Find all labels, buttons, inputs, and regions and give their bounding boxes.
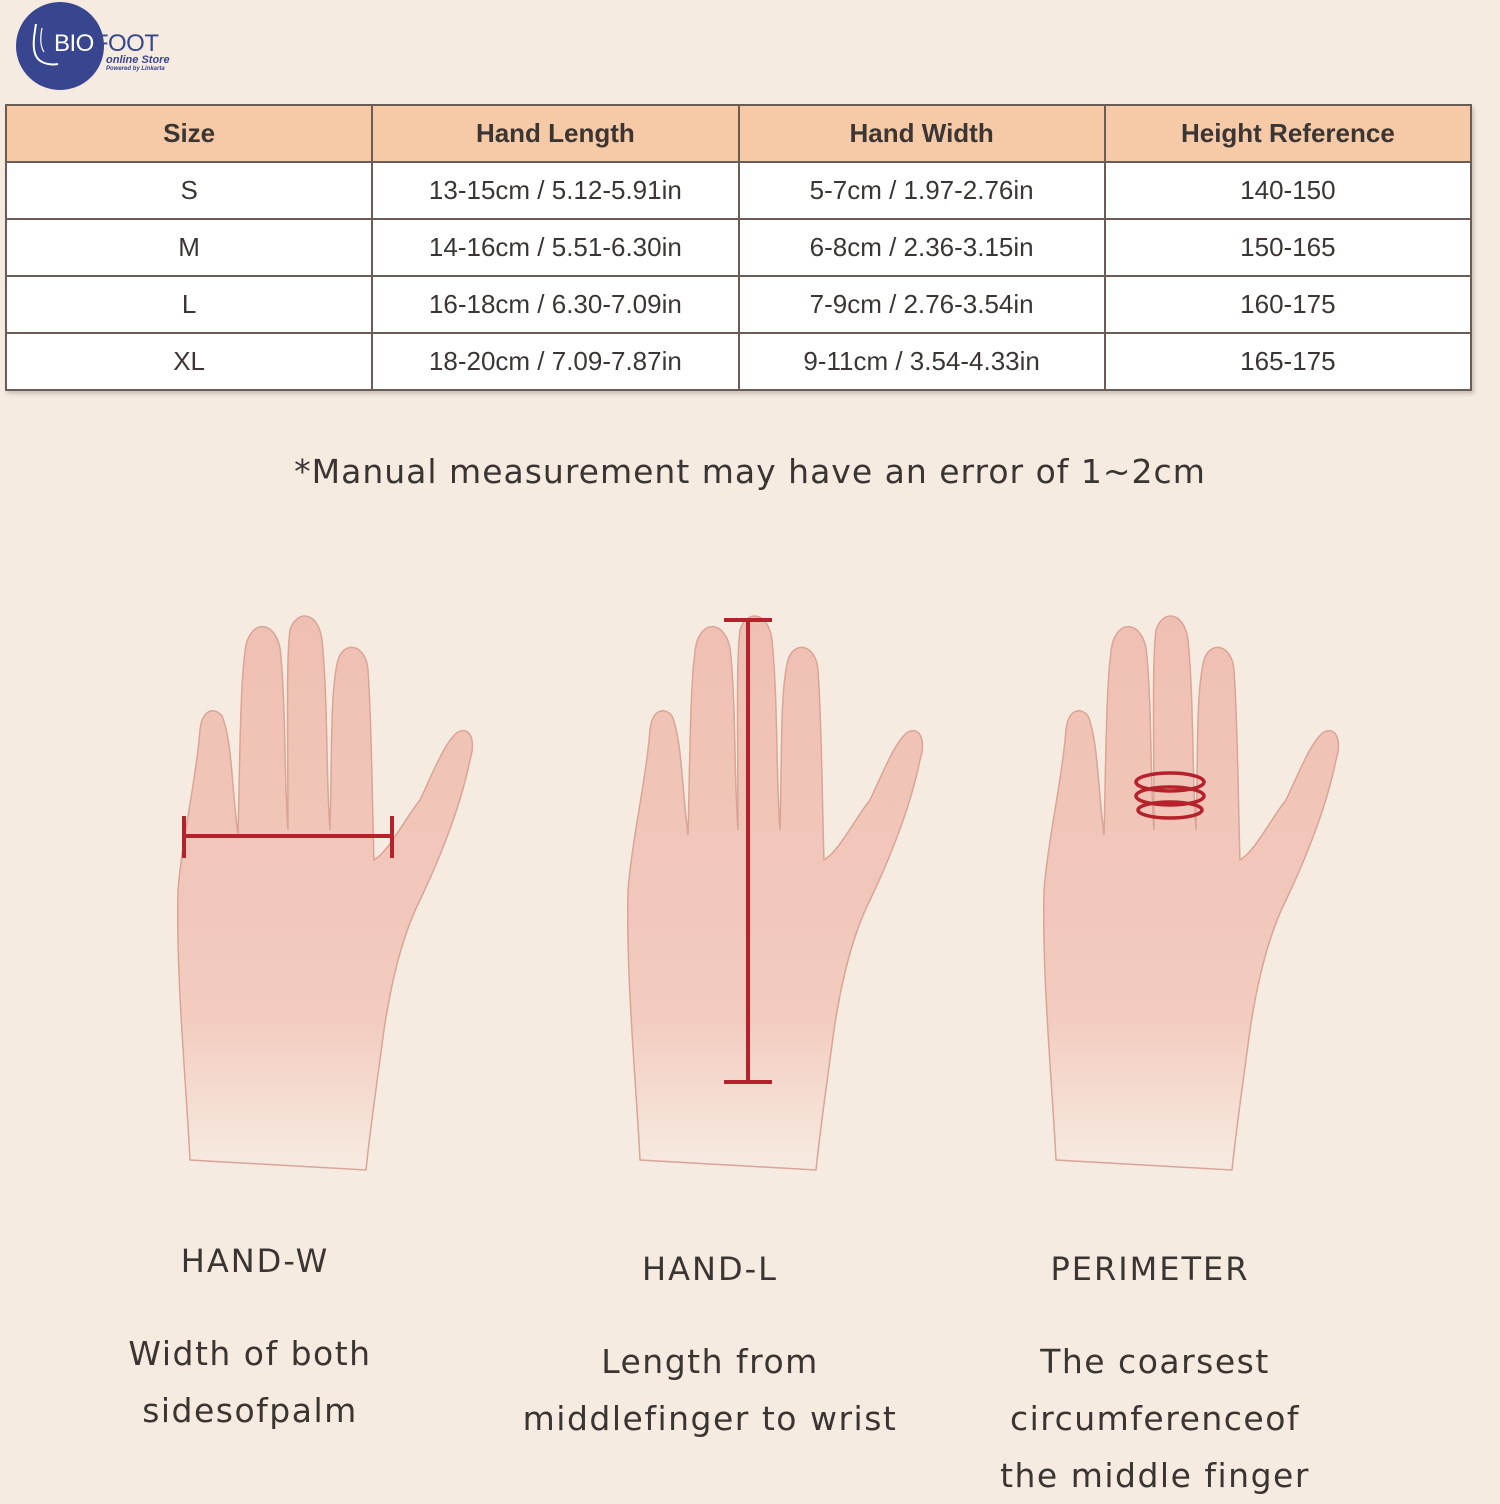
table-cell: 6-8cm / 2.36-3.15in bbox=[739, 219, 1105, 276]
logo-subtitle: online Store bbox=[106, 54, 170, 66]
hand-length-illustration bbox=[628, 616, 923, 1170]
hand-width-title: HAND-W bbox=[180, 1242, 330, 1280]
description-line: circumferenceof bbox=[1009, 1399, 1301, 1438]
perimeter-description bbox=[980, 1333, 1330, 1504]
table-cell: L bbox=[6, 276, 372, 333]
table-cell: 140-150 bbox=[1105, 162, 1471, 219]
hand-length-description bbox=[500, 1333, 920, 1447]
table-cell: 150-165 bbox=[1105, 219, 1471, 276]
table-row bbox=[6, 333, 1471, 390]
table-cell: 9-11cm / 3.54-4.33in bbox=[739, 333, 1105, 390]
hand-width-illustration bbox=[178, 616, 473, 1170]
table-cell: 160-175 bbox=[1105, 276, 1471, 333]
table-cell: 16-18cm / 6.30-7.09in bbox=[372, 276, 738, 333]
logo-bio: BIO bbox=[54, 30, 94, 57]
logo-powered: Powered by Linkarta bbox=[106, 66, 165, 72]
hand-length-title: HAND-L bbox=[642, 1250, 778, 1288]
table-cell: 5-7cm / 1.97-2.76in bbox=[739, 162, 1105, 219]
column-header: Size bbox=[6, 105, 372, 162]
hand-illustrations bbox=[0, 560, 1500, 1200]
hand-width-description bbox=[100, 1325, 400, 1439]
column-header: Hand Length bbox=[372, 105, 738, 162]
table-cell: XL bbox=[6, 333, 372, 390]
table-cell: 165-175 bbox=[1105, 333, 1471, 390]
table-header-row bbox=[6, 105, 1471, 162]
table-cell: 18-20cm / 7.09-7.87in bbox=[372, 333, 738, 390]
column-header: Hand Width bbox=[739, 105, 1105, 162]
table-cell: M bbox=[6, 219, 372, 276]
perimeter-illustration bbox=[1044, 616, 1339, 1170]
perimeter-title: PERIMETER bbox=[1050, 1250, 1250, 1288]
description-line: Width of both bbox=[128, 1334, 372, 1373]
table-cell: S bbox=[6, 162, 372, 219]
description-line: middlefinger to wrist bbox=[522, 1399, 898, 1438]
brand-logo bbox=[14, 0, 184, 92]
table-row bbox=[6, 276, 1471, 333]
measurement-note: *Manual measurement may have an error of 1~2cm bbox=[294, 452, 1206, 491]
description-line: sidesofpalm bbox=[142, 1391, 358, 1430]
table-row bbox=[6, 162, 1471, 219]
size-table bbox=[5, 104, 1472, 391]
column-header: Height Reference bbox=[1105, 105, 1471, 162]
table-cell: 7-9cm / 2.76-3.54in bbox=[739, 276, 1105, 333]
description-line: Length from bbox=[601, 1342, 819, 1381]
table-cell: 13-15cm / 5.12-5.91in bbox=[372, 162, 738, 219]
table-row bbox=[6, 219, 1471, 276]
logo-foot: FOOT bbox=[93, 30, 159, 57]
table-cell: 14-16cm / 5.51-6.30in bbox=[372, 219, 738, 276]
description-line: the middle finger bbox=[1000, 1456, 1310, 1495]
description-line: The coarsest bbox=[1040, 1342, 1270, 1381]
